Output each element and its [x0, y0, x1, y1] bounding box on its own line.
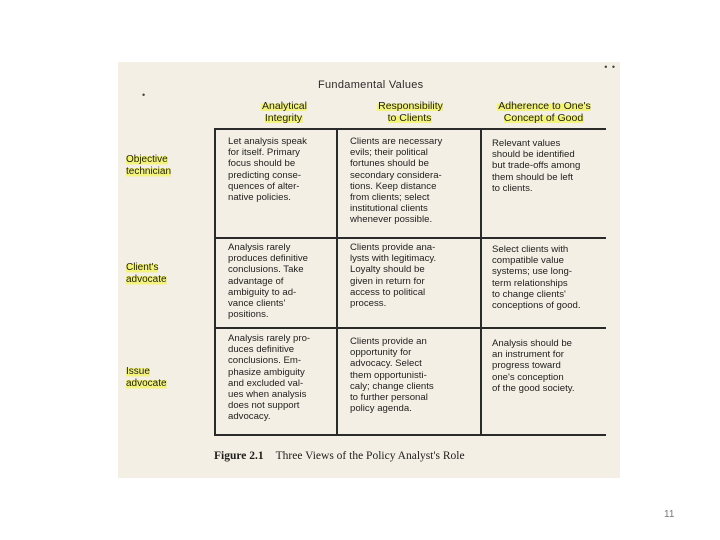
column-header-analytical-integrity: Analytical Integrity — [262, 100, 307, 124]
table-cell: Analysis rarely produces definitive conclusions. Take advantage of ambiguity to ad- vance clients' positions. — [228, 242, 308, 321]
table-cell: Clients are necessary evils; their political fortunes should be secondary considera- tions. Keep distance from clients; select institutional clients whenever possible. — [350, 136, 443, 226]
column-header-responsibility-to-clients: Responsibility to Clients — [378, 100, 443, 124]
row-divider-1 — [214, 237, 606, 239]
table-heading: Fundamental Values — [318, 79, 424, 91]
row-label-objective-technician: Objective technician — [126, 154, 172, 177]
slide-page-number: 11 — [664, 509, 675, 520]
table-cell: Clients provide an opportunity for advocacy. Select them opportunisti- caly; change clients to further personal policy agenda. — [350, 336, 434, 415]
scanned-figure — [118, 62, 620, 478]
table-border-bottom — [214, 434, 606, 436]
side-mark: • — [142, 90, 146, 100]
table-cell: Relevant values should be identified but trade-offs among them should be left to clients. — [492, 138, 581, 194]
figure-caption — [214, 450, 465, 462]
row-divider-2 — [214, 327, 606, 329]
table-divider-2 — [480, 130, 482, 436]
corner-mark: • • — [604, 62, 616, 72]
figure-title: Three Views of the Policy Analyst's Role — [275, 450, 465, 462]
table-cell: Select clients with compatible value systems; use long- term relationships to change clients' conceptions of good. — [492, 244, 581, 312]
figure-label: Figure 2.1 — [214, 450, 264, 462]
table-border-left — [214, 130, 216, 436]
table-cell: Clients provide ana- lysts with legitimacy. Loyalty should be given in return for access to political process. — [350, 242, 437, 310]
table-cell: Let analysis speak for itself. Primary focus should be predicting conse- quences of alter- native policies. — [228, 136, 307, 204]
column-header-concept-of-good: Adherence to One's Concept of Good — [498, 100, 591, 124]
row-label-issue-advocate: Issue advocate — [126, 366, 167, 389]
table-cell: Analysis should be an instrument for progress toward one's conception of the good society. — [492, 338, 575, 394]
table-divider-1 — [336, 130, 338, 436]
table-cell: Analysis rarely pro- duces definitive conclusions. Em- phasize ambiguity and excluded val- ues when analysis does not support advocacy. — [228, 333, 311, 423]
values-table — [214, 128, 606, 436]
row-label-clients-advocate: Client's advocate — [126, 262, 167, 285]
